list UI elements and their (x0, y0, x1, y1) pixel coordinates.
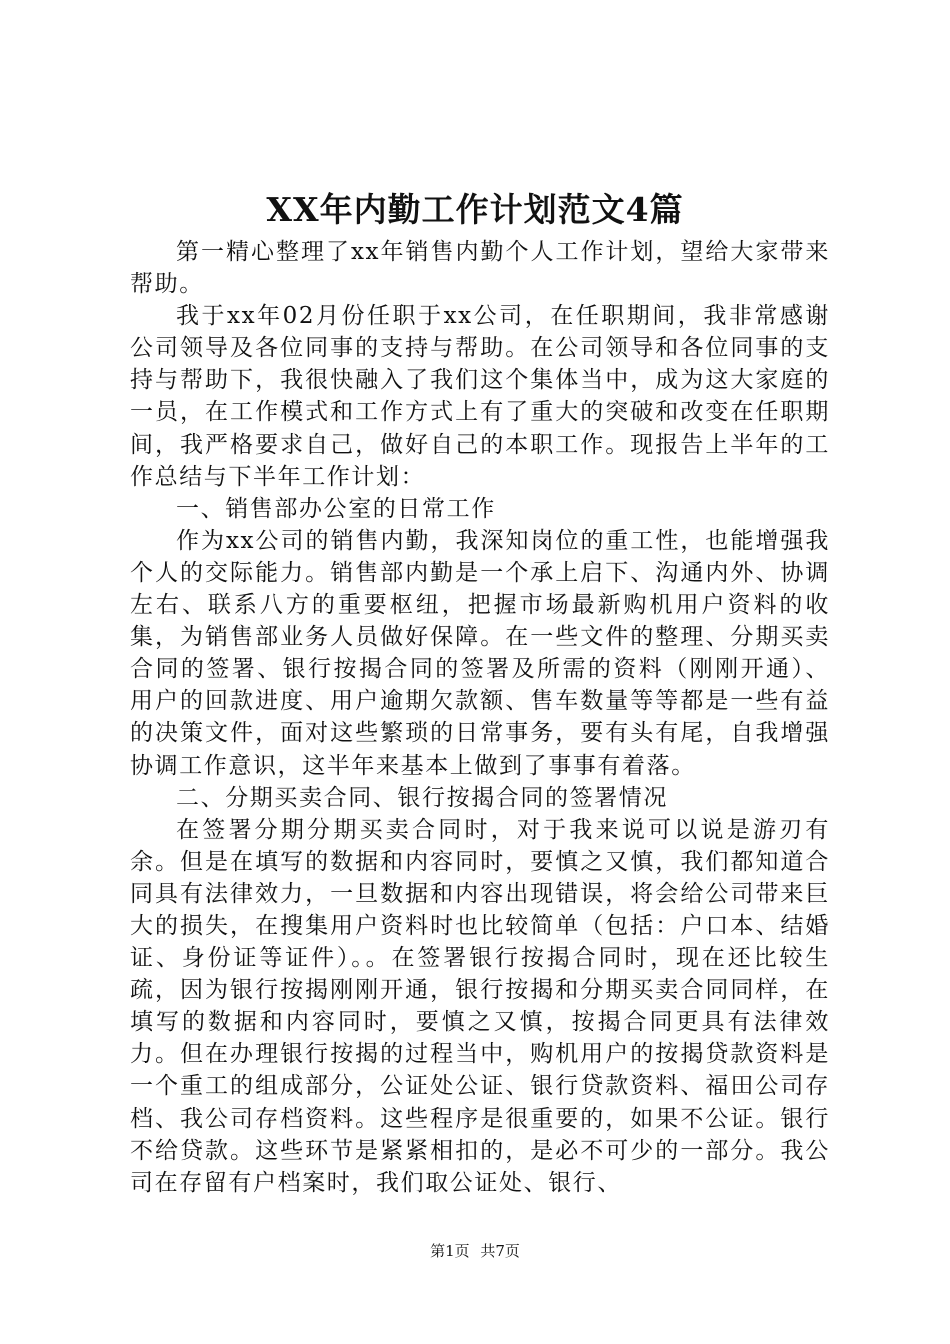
document-title: XX年内勤工作计划范文4篇 (266, 190, 684, 229)
paragraph-intro: 第一精心整理了xx年销售内勤个人工作计划，望给大家带来帮助。 (130, 239, 830, 298)
page-number: 第1页 (430, 1242, 470, 1260)
section-heading-daily-work: 一、销售部办公室的日常工作 (176, 495, 496, 522)
document-body (130, 236, 830, 1199)
paragraph-contracts: 在签署分期分期买卖合同时，对于我来说可以说是游刃有余。但是在填写的数据和内容同时，要慎之又慎，我们都知道合同具有法律效力，一旦数据和内容出现错误，将会给公司带来巨大的损失，在搜集用户资料时也比较简单（包括：户口本、结婚证、身份证等证件）。。在签署银行按揭合同时，现在还比较生疏，因为银行按揭刚刚开通，银行按揭和分期买卖合同同样，在填写的数据和内容同时，要慎之又慎，按揭合同更具有法律效力。但在办理银行按揭的过程当中，购机用户的按揭贷款资料是一个重工的组成部分，公证处公证、银行贷款资料、福田公司存档、我公司存档资料。这些程序是很重要的，如果不公证。银行不给贷款。这些环节是紧紧相扣的，是必不可少的一部分。我公司在存留有户档案时，我们取公证处、银行、 (130, 816, 830, 1196)
page-total: 共7页 (480, 1242, 520, 1260)
paragraph-background: 我于xx年02月份任职于xx公司，在任职期间，我非常感谢公司领导及各位同事的支持与帮助。在公司领导和各位同事的支持与帮助下，我很快融入了我们这个集体当中，成为这大家庭的一员，在工作模式和工作方式上有了重大的突破和改变在任职期间，我严格要求自己，做好自己的本职工作。现报告上半年的工作总结与下半年工作计划： (130, 303, 830, 490)
paragraph-daily-work: 作为xx公司的销售内勤，我深知岗位的重工性，也能增强我个人的交际能力。销售部内勤是一个承上启下、沟通内外、协调左右、联系八方的重要枢纽，把握市场最新购机用户资料的收集，为销售部业务人员做好保障。在一些文件的整理、分期买卖合同的签署、银行按揭合同的签署及所需的资料（刚刚开通）、用户的回款进度、用户逾期欠款额、售车数量等等都是一些有益的决策文件，面对这些繁琐的日常事务，要有头有尾，自我增强协调工作意识，这半年来基本上做到了事事有着落。 (130, 527, 830, 779)
section-heading-contracts: 二、分期买卖合同、银行按揭合同的签署情况 (176, 784, 668, 811)
page-footer (0, 1240, 950, 1262)
